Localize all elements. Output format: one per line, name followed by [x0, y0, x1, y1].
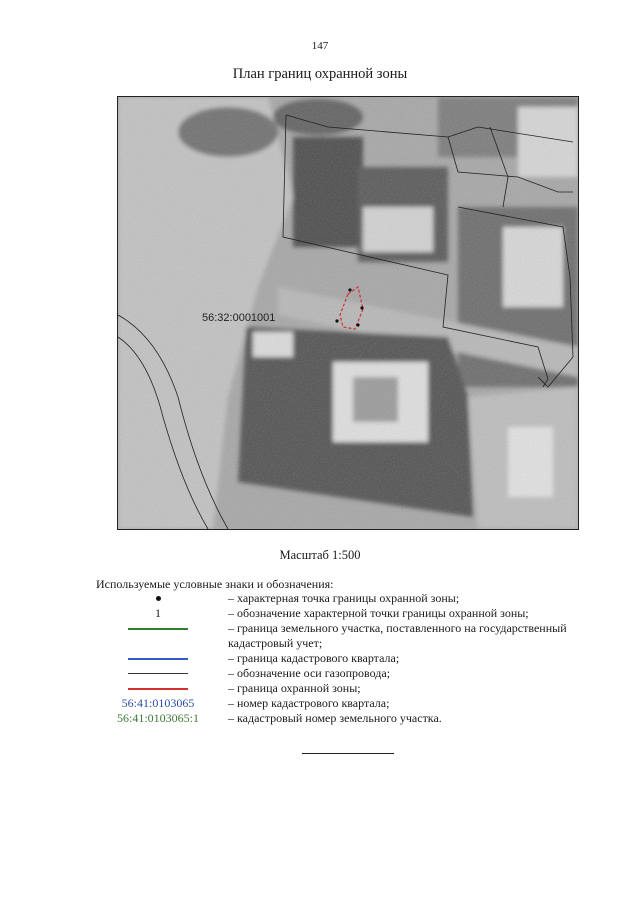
scale-label: Масштаб 1:500 — [279, 548, 361, 562]
legend-item: 56:41:0103065:1 – кадастровый номер земельного участка. — [96, 711, 616, 726]
footer-divider — [302, 753, 394, 754]
legend-heading: Используемые условные знаки и обозначения: — [96, 577, 334, 591]
legend-item: – обозначение оси газопровода; — [96, 666, 616, 681]
point-number-symbol: 1 — [155, 606, 161, 620]
quarter-number-sample: 56:41:0103065 — [121, 696, 195, 710]
page-title: План границ охранной зоны — [232, 66, 408, 82]
aerial-map — [117, 96, 579, 530]
legend-item: – граница охранной зоны; — [96, 681, 616, 696]
green-line-icon — [128, 628, 188, 630]
legend-item: – граница кадастрового квартала; — [96, 651, 616, 666]
parcel-number-sample: 56:41:0103065:1 — [116, 711, 199, 725]
legend-item: 56:41:0103065 – номер кадастрового квартала; — [96, 696, 616, 711]
red-line-icon — [128, 688, 188, 690]
boundary-point-icon — [156, 596, 161, 601]
aerial-map-image — [118, 97, 578, 529]
page-number: 147 — [311, 40, 329, 52]
legend-item: 1 – обозначение характерной точки границы охранной зоны; — [96, 606, 616, 621]
blue-line-icon — [128, 658, 188, 660]
legend — [96, 591, 616, 726]
legend-item: – граница земельного участка, поставленного на государственный кадастровый учет; — [96, 621, 616, 651]
parcel-label: 56:32:0001001 — [202, 312, 276, 324]
black-line-icon — [128, 673, 188, 674]
legend-item: – характерная точка границы охранной зоны; — [96, 591, 616, 606]
